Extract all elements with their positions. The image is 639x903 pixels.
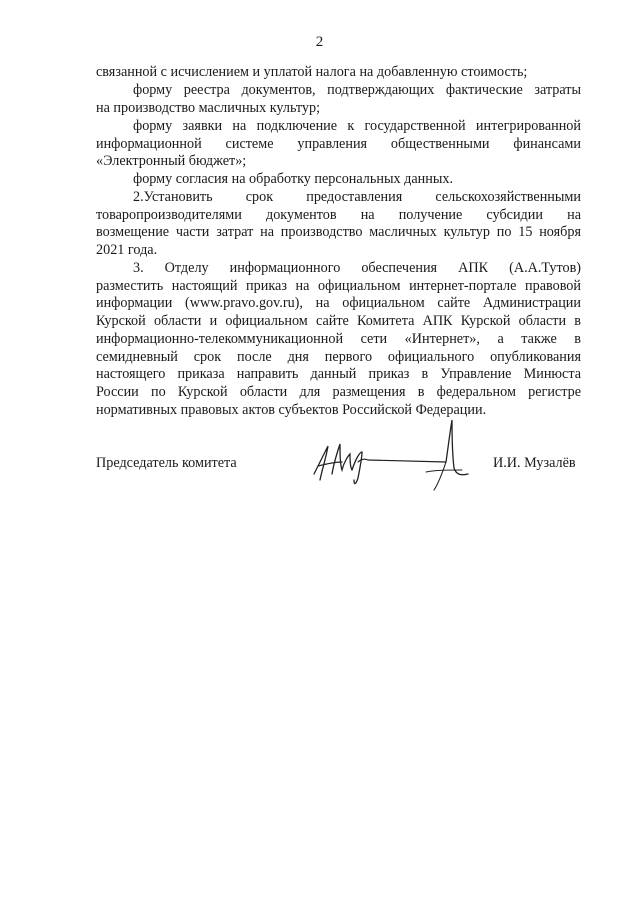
text-line: 2.Установить срок предоставления сельскохозяйственными [133,189,581,205]
text-line: информационно-телекоммуникационной сети «Интернет», а также в [96,331,581,347]
text-line: форму согласия на обработку персональных данных. [133,171,453,187]
text-line: Курской области и официальном сайте Комитета АПК Курской области в [96,313,581,329]
text-line: форму реестра документов, подтверждающих фактические затраты [133,82,581,98]
text-line: семидневный срок после дня первого официального опубликования [96,349,581,365]
text-line: форму заявки на подключение к государственной интегрированной [133,118,581,134]
text-line: возмещение части затрат на производство масличных культур по 15 ноября [96,224,581,240]
text-line: связанной с исчислением и уплатой налога на добавленную стоимость; [96,64,528,80]
text-line: нормативных правовых актов субъектов Российской Федерации. [96,402,487,418]
signatory-title: Председатель комитета [96,455,237,471]
text-line: информации (www.pravo.gov.ru), на официальном сайте Администрации [96,295,581,311]
handwritten-signature [296,418,486,498]
text-line: 2021 года. [96,242,158,258]
text-line: информационной системе управления общественными финансами [96,136,581,152]
text-line: «Электронный бюджет»; [96,153,247,169]
page-number: 2 [315,34,324,50]
text-line: разместить настоящий приказ на официальном интернет-портале правовой [96,278,581,294]
text-line: 3. Отделу информационного обеспечения АПК (А.А.Тутов) [133,260,581,276]
text-line: России по Курской области для размещения в федеральном регистре [96,384,581,400]
signatory-name: И.И. Музалёв [493,455,576,471]
text-line: настоящего приказа направить данный приказ в Управление Минюста [96,366,581,382]
text-line: товаропроизводителями документов на получение субсидии на [96,207,581,223]
text-line: на производство масличных культур; [96,100,321,116]
